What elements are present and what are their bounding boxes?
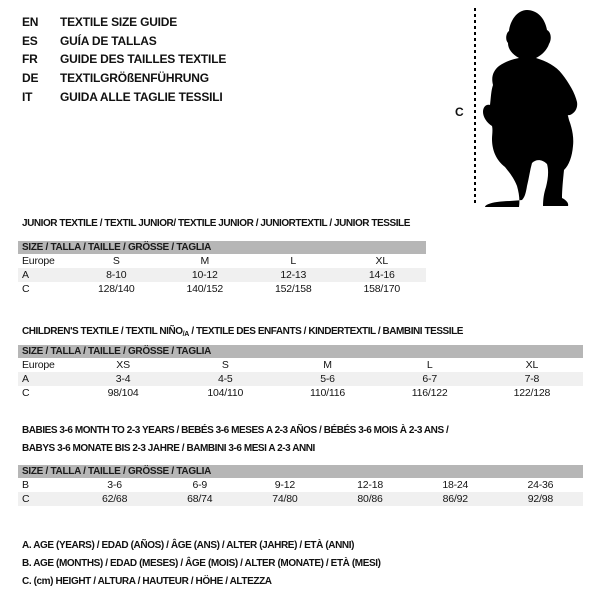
table-cell: M [323, 359, 332, 371]
list-item [22, 87, 226, 106]
list-item [22, 69, 226, 88]
table-cell: XS [116, 359, 130, 371]
row-label: C [22, 493, 30, 505]
table-cell: S [221, 359, 229, 371]
table-cell: 14-16 [368, 269, 395, 281]
table-cell: 6-7 [422, 373, 437, 385]
table-cell: 10-12 [191, 269, 218, 281]
table-cell: 140/152 [186, 283, 224, 295]
table-cell: S [112, 255, 120, 267]
title-line: BABYS 3-6 MONATE BIS 2-3 JAHRE / BAMBINI 3-6 MESI A 2-3 ANNI [22, 443, 315, 454]
row-label: A [22, 373, 29, 385]
language-label: GUIDA ALLE TAGLIE TESSILI [60, 89, 223, 104]
legend-line-a: A. AGE (YEARS) / EDAD (AÑOS) / ÂGE (ANS) / ALTER (JAHRE) / ETÀ (ANNI) [22, 540, 355, 551]
list-item [22, 32, 226, 51]
table-cell: 158/170 [363, 283, 401, 295]
row-label: A [22, 269, 29, 281]
height-measure-label: C [455, 105, 464, 119]
section-title-junior: JUNIOR TEXTILE / TEXTIL JUNIOR/ TEXTILE JUNIOR / JUNIORTEXTIL / JUNIOR TESSILE [22, 218, 410, 229]
row-label: Europe [22, 359, 55, 371]
section-title-babies [22, 422, 448, 458]
table-cell: 9-12 [274, 479, 296, 491]
toddler-silhouette [481, 9, 587, 209]
title-subscript: /A [182, 331, 189, 338]
row-label: B [22, 479, 29, 491]
table-cell: 6-9 [192, 479, 208, 491]
table-cell: 4-5 [218, 373, 233, 385]
table-cell: 86/92 [442, 493, 468, 505]
list-item [22, 13, 226, 32]
table-row [18, 372, 583, 386]
size-header-bar: SIZE / TALLA / TAILLE / GRÖSSE / TAGLIA [18, 465, 583, 478]
language-code: EN [22, 15, 39, 30]
table-cell: XL [525, 359, 539, 371]
children-size-table [18, 345, 583, 400]
table-cell: M [200, 255, 210, 267]
junior-size-table [18, 241, 426, 296]
language-code: FR [22, 52, 38, 67]
section-title-children [22, 323, 463, 344]
table-cell: 152/158 [274, 283, 312, 295]
language-code: ES [22, 33, 38, 48]
table-row [18, 282, 426, 296]
table-cell: 62/68 [101, 493, 128, 505]
language-label: TEXTILE SIZE GUIDE [60, 15, 178, 30]
language-code: IT [22, 89, 33, 104]
list-item [22, 50, 226, 69]
size-header-bar: SIZE / TALLA / TAILLE / GRÖSSE / TAGLIA [18, 345, 583, 358]
table-cell: 68/74 [187, 493, 213, 505]
title-line: BABIES 3-6 MONTH TO 2-3 YEARS / BEBÉS 3-6 MESES A 2-3 AÑOS / BÉBÉS 3-6 MOIS À 2-3 ANS / [22, 425, 449, 436]
row-label: C [22, 283, 30, 295]
table-cell: 116/122 [411, 387, 448, 399]
legend [22, 537, 381, 591]
table-cell: 128/140 [97, 283, 135, 295]
table-cell: 110/116 [309, 387, 345, 399]
language-code: DE [22, 71, 39, 86]
table-cell: 92/98 [527, 493, 554, 505]
table-row [18, 386, 583, 400]
table-cell: XL [375, 255, 388, 267]
table-cell: 18-24 [442, 479, 469, 491]
table-cell: 24-36 [527, 479, 554, 491]
table-cell: 122/128 [513, 387, 551, 399]
babies-size-table [18, 465, 583, 506]
row-label: Europe [22, 255, 55, 267]
table-cell: 3-4 [115, 373, 131, 385]
row-label: C [22, 387, 30, 399]
table-cell: 3-6 [107, 479, 122, 491]
table-row [18, 358, 583, 372]
table-cell: 12-18 [357, 479, 383, 491]
table-row [18, 254, 426, 268]
height-measure-dashed-line [474, 8, 476, 206]
table-cell: L [426, 359, 433, 371]
table-cell: 7-8 [524, 373, 540, 385]
table-row [18, 478, 583, 492]
language-label: TEXTILGRÖßENFÜHRUNG [60, 71, 209, 86]
language-list [22, 13, 226, 106]
language-label: GUIDE DES TAILLES TEXTILE [60, 52, 227, 67]
title-text: CHILDREN'S TEXTILE / TEXTIL NIÑO [22, 326, 183, 337]
legend-line-b: B. AGE (MONTHS) / EDAD (MESES) / ÂGE (MOIS) / ALTER (MONATE) / ETÀ (MESI) [22, 558, 381, 569]
table-cell: 104/110 [207, 387, 244, 399]
table-cell: 5-6 [320, 373, 335, 385]
title-text: / TEXTILE DES ENFANTS / KINDERTEXTIL / BAMBINI TESSILE [189, 326, 463, 337]
table-cell: L [290, 255, 297, 267]
table-row [18, 492, 583, 506]
legend-line-c: C. (cm) HEIGHT / ALTURA / HAUTEUR / HÖHE / ALTEZZA [22, 576, 272, 587]
table-cell: 98/104 [107, 387, 139, 399]
table-cell: 80/86 [357, 493, 383, 505]
table-cell: 8-10 [106, 269, 127, 281]
table-row [18, 268, 426, 282]
size-header-bar: SIZE / TALLA / TAILLE / GRÖSSE / TAGLIA [18, 241, 426, 254]
language-label: GUÍA DE TALLAS [60, 33, 157, 48]
table-cell: 74/80 [272, 493, 298, 505]
table-cell: 12-13 [280, 269, 307, 281]
